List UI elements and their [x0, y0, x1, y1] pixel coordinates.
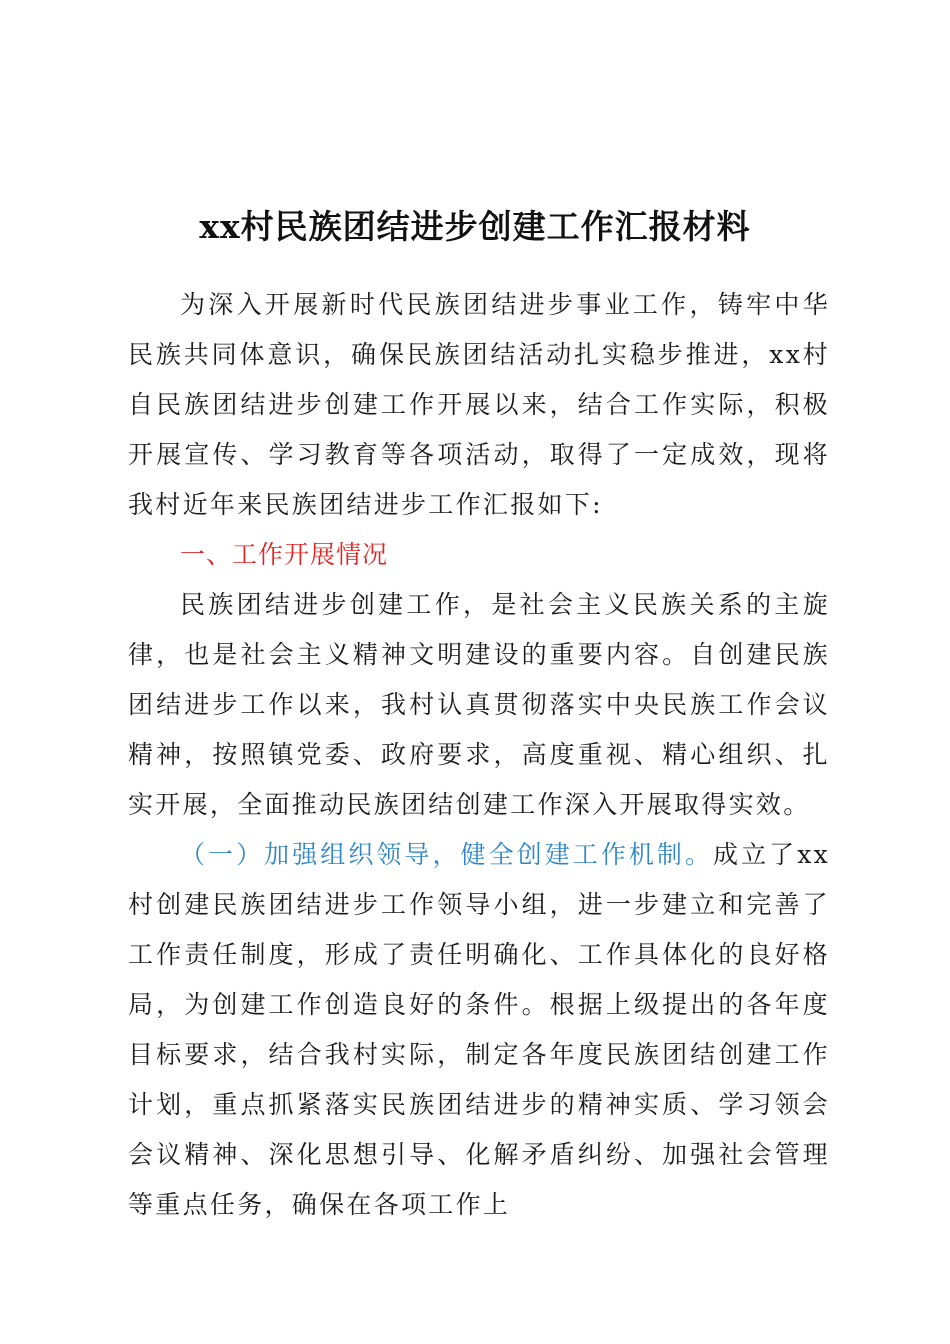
- document-body: [128, 280, 830, 1230]
- subsection-heading: （一）加强组织领导，健全创建工作机制。: [180, 840, 714, 869]
- intro-paragraph: 为深入开展新时代民族团结进步事业工作，铸牢中华民族共同体意识，确保民族团结活动扎实稳步推进，xx村自民族团结进步创建工作开展以来，结合工作实际，积极开展宣传、学习教育等各项活动，取得了一定成效，现将我村近年来民族团结进步工作汇报如下:: [128, 290, 830, 519]
- section-heading: 一、工作开展情况: [180, 540, 389, 569]
- document-title: xx村民族团结进步创建工作汇报材料: [199, 207, 751, 246]
- subsection-text: 成立了xx村创建民族团结进步工作领导小组，进一步建立和完善了工作责任制度，形成了责任明确化、工作具体化的良好格局，为创建工作创造良好的条件。根据上级提出的各年度目标要求，结合我村实际，制定各年度民族团结创建工作计划，重点抓紧落实民族团结进步的精神实质、学习领会会议精神、深化思想引导、化解矛盾纠纷、加强社会管理等重点任务，确保在各项工作上: [128, 840, 831, 1219]
- subsection-paragraph: [128, 830, 830, 1230]
- section-paragraph: 民族团结进步创建工作，是社会主义民族关系的主旋律，也是社会主义精神文明建设的重要内容。自创建民族团结进步工作以来，我村认真贯彻落实中央民族工作会议精神，按照镇党委、政府要求，高度重视、精心组织、扎实开展，全面推动民族团结创建工作深入开展取得实效。: [128, 590, 830, 819]
